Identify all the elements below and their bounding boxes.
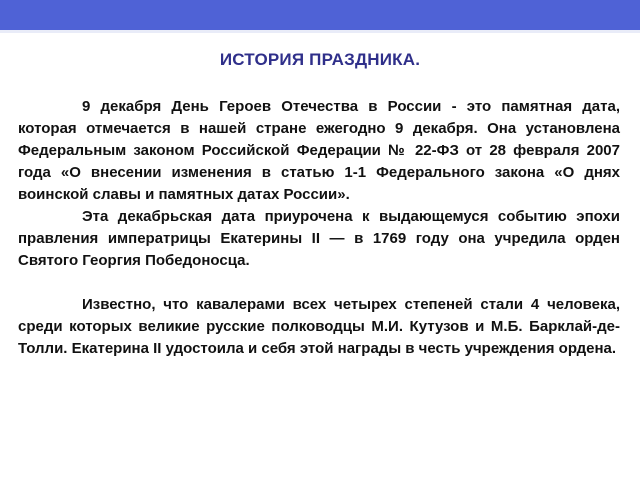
- paragraph-order-founding: Эта декабрьская дата приурочена к выдающемуся событию эпохи правления императрицы Екатерины II — в 1769 году она учредила орден Святого Георгия Победоносца.: [18, 208, 620, 269]
- slide-body: [18, 96, 620, 360]
- header-divider: [0, 30, 640, 33]
- header-bar: [0, 0, 640, 30]
- paragraph-knights: Известно, что кавалерами всех четырех степеней стали 4 человека, среди которых великие русские полководцы М.И. Кутузов и М.Б. Барклай-де-Толли. Екатерина II удостоила и себя этой награды в честь учреждения ордена.: [18, 296, 620, 357]
- paragraph-spacer: [18, 272, 620, 294]
- paragraph-holiday-date: 9 декабря День Героев Отечества в России - это памятная дата, которая отмечается в нашей стране ежегодно 9 декабря. Она установлена Федеральным законом Российской Федерации № 22-ФЗ от 28 февраля 2007 года «О внесении изменения в статью 1-1 Федерального закона «О днях воинской славы и памятных датах России».: [18, 98, 620, 203]
- slide-title: ИСТОРИЯ ПРАЗДНИКА.: [219, 50, 421, 69]
